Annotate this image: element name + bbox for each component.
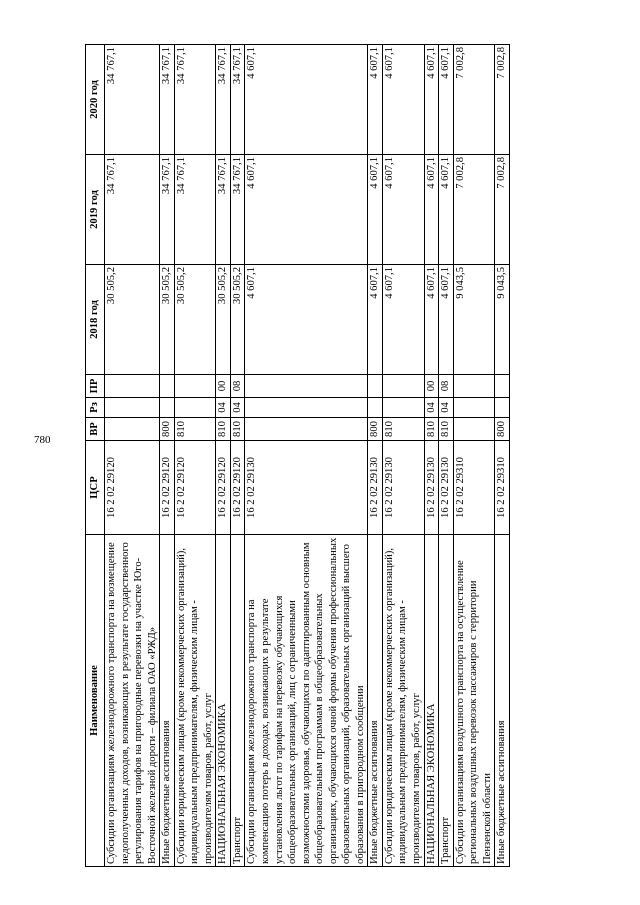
cell-name: НАЦИОНАЛЬНАЯ ЭКОНОМИКА — [424, 535, 439, 867]
cell-2020: 34 767,1 — [160, 45, 175, 155]
header-csr: ЦСР — [86, 441, 105, 535]
header-2019: 2019 год — [86, 155, 105, 265]
cell-csr: 16 2 02 29130 — [382, 441, 424, 535]
cell-vr: 810 — [230, 418, 245, 441]
cell-name: Иные бюджетные ассигнования — [368, 535, 383, 867]
cell-vr: 810 — [174, 418, 216, 441]
cell-vr: 810 — [382, 418, 424, 441]
cell-2020: 4 607,1 — [424, 45, 439, 155]
table-row — [216, 45, 231, 867]
cell-name: Иные бюджетные ассигнования — [160, 535, 175, 867]
cell-2019: 34 767,1 — [160, 155, 175, 265]
cell-2020: 7 002,8 — [453, 45, 495, 155]
cell-rz: 04 — [439, 398, 454, 418]
cell-2020: 4 607,1 — [382, 45, 424, 155]
cell-name: Субсидии юридическим лицам (кроме некоммерческих организаций), индивидуальным предпринимателям, физическим лицам - производителям товаров, работ, услуг — [174, 535, 216, 867]
cell-2019: 4 607,1 — [424, 155, 439, 265]
cell-2020: 34 767,1 — [216, 45, 231, 155]
cell-2018: 9 043,5 — [495, 265, 510, 375]
cell-2018: 9 043,5 — [453, 265, 495, 375]
cell-2019: 4 607,1 — [368, 155, 383, 265]
header-vr: ВР — [86, 418, 105, 441]
cell-2020: 7 002,8 — [495, 45, 510, 155]
cell-vr — [245, 418, 368, 441]
cell-name: Иные бюджетные ассигнования — [495, 535, 510, 867]
cell-csr: 16 2 02 29130 — [424, 441, 439, 535]
page-number: 780 — [34, 434, 51, 446]
cell-rz — [105, 398, 160, 418]
cell-rz — [160, 398, 175, 418]
table-row — [160, 45, 175, 867]
cell-2020: 4 607,1 — [368, 45, 383, 155]
cell-vr: 800 — [160, 418, 175, 441]
cell-name: НАЦИОНАЛЬНАЯ ЭКОНОМИКА — [216, 535, 231, 867]
cell-rz — [453, 398, 495, 418]
cell-pr — [495, 375, 510, 398]
cell-name: Субсидии организациям железнодорожного транспорта на компенсацию потерь в доходах, возникающих в результате установления льгот по тарифам на перевозку обучающихся общеобразовательных организаций, лиц с ограниченными возможностями здоровья, обучающихся по адаптированным основным общеобразовательным программам в общеобразовательных организациях, обучающихся очной формы обучения профессиональных образовательных организаций, образовательных организаций высшего образования в пригородном сообщении — [245, 535, 368, 867]
cell-2019: 4 607,1 — [382, 155, 424, 265]
cell-pr — [174, 375, 216, 398]
table-row — [495, 45, 510, 867]
cell-2019: 34 767,1 — [105, 155, 160, 265]
cell-rz: 04 — [230, 398, 245, 418]
cell-name: Транспорт — [230, 535, 245, 867]
header-rz: Рз — [86, 398, 105, 418]
cell-pr — [368, 375, 383, 398]
header-pr: ПР — [86, 375, 105, 398]
cell-rz: 04 — [216, 398, 231, 418]
cell-csr: 16 2 02 29120 — [174, 441, 216, 535]
cell-2019: 4 607,1 — [245, 155, 368, 265]
table-row — [174, 45, 216, 867]
cell-csr: 16 2 02 29130 — [368, 441, 383, 535]
cell-csr: 16 2 02 29120 — [160, 441, 175, 535]
cell-csr: 16 2 02 29130 — [245, 441, 368, 535]
cell-rz: 04 — [424, 398, 439, 418]
cell-csr: 16 2 02 29120 — [105, 441, 160, 535]
cell-csr: 16 2 02 29310 — [495, 441, 510, 535]
cell-2020: 4 607,1 — [439, 45, 454, 155]
cell-2020: 34 767,1 — [105, 45, 160, 155]
table-row — [230, 45, 245, 867]
cell-2018: 30 505,2 — [105, 265, 160, 375]
cell-2018: 4 607,1 — [439, 265, 454, 375]
cell-2018: 30 505,2 — [174, 265, 216, 375]
budget-table — [85, 44, 510, 867]
cell-2019: 34 767,1 — [216, 155, 231, 265]
cell-csr: 16 2 02 29120 — [216, 441, 231, 535]
cell-rz — [382, 398, 424, 418]
cell-2018: 30 505,2 — [160, 265, 175, 375]
cell-rz — [368, 398, 383, 418]
cell-csr: 16 2 02 29310 — [453, 441, 495, 535]
cell-rz — [174, 398, 216, 418]
cell-2020: 34 767,1 — [174, 45, 216, 155]
header-2020: 2020 год — [86, 45, 105, 155]
table-row — [368, 45, 383, 867]
cell-vr: 810 — [439, 418, 454, 441]
table-row — [245, 45, 368, 867]
cell-2019: 34 767,1 — [230, 155, 245, 265]
cell-name: Транспорт — [439, 535, 454, 867]
table-row — [105, 45, 160, 867]
cell-2019: 34 767,1 — [174, 155, 216, 265]
cell-2018: 4 607,1 — [382, 265, 424, 375]
cell-name: Субсидии организациям воздушного транспорта на осуществление региональных воздушных перевозок пассажиров с территории Пензенской области — [453, 535, 495, 867]
cell-pr: 00 — [424, 375, 439, 398]
cell-2018: 4 607,1 — [245, 265, 368, 375]
cell-2020: 34 767,1 — [230, 45, 245, 155]
cell-csr: 16 2 02 29120 — [230, 441, 245, 535]
table-header-row — [86, 45, 105, 867]
cell-vr: 810 — [424, 418, 439, 441]
cell-pr — [382, 375, 424, 398]
cell-pr — [453, 375, 495, 398]
cell-pr — [105, 375, 160, 398]
cell-rz — [245, 398, 368, 418]
cell-pr: 08 — [230, 375, 245, 398]
header-2018: 2018 год — [86, 265, 105, 375]
table-row — [453, 45, 495, 867]
cell-vr — [453, 418, 495, 441]
cell-name: Субсидии юридическим лицам (кроме некоммерческих организаций), индивидуальным предпринимателям, физическим лицам - производителям товаров, работ, услуг — [382, 535, 424, 867]
header-name: Наименование — [86, 535, 105, 867]
cell-pr: 08 — [439, 375, 454, 398]
cell-name: Субсидии организациям железнодорожного транспорта на возмещение недополученных доходов, возникающих в результате государственного регулирования тарифов на пригородные перевозки на участке Юго-Восточной железной дороги – филиала ОАО «РЖД» — [105, 535, 160, 867]
cell-2019: 4 607,1 — [439, 155, 454, 265]
cell-pr — [245, 375, 368, 398]
rotated-page-content — [85, 45, 559, 867]
cell-2019: 7 002,8 — [495, 155, 510, 265]
cell-pr — [160, 375, 175, 398]
cell-2018: 4 607,1 — [424, 265, 439, 375]
cell-2018: 4 607,1 — [368, 265, 383, 375]
cell-vr: 800 — [368, 418, 383, 441]
cell-vr — [105, 418, 160, 441]
cell-rz — [495, 398, 510, 418]
cell-2018: 30 505,2 — [216, 265, 231, 375]
cell-vr: 800 — [495, 418, 510, 441]
cell-csr: 16 2 02 29130 — [439, 441, 454, 535]
cell-2018: 30 505,2 — [230, 265, 245, 375]
table-row — [424, 45, 439, 867]
cell-2020: 4 607,1 — [245, 45, 368, 155]
cell-2019: 7 002,8 — [453, 155, 495, 265]
cell-vr: 810 — [216, 418, 231, 441]
cell-pr: 00 — [216, 375, 231, 398]
table-row — [382, 45, 424, 867]
table-row — [439, 45, 454, 867]
